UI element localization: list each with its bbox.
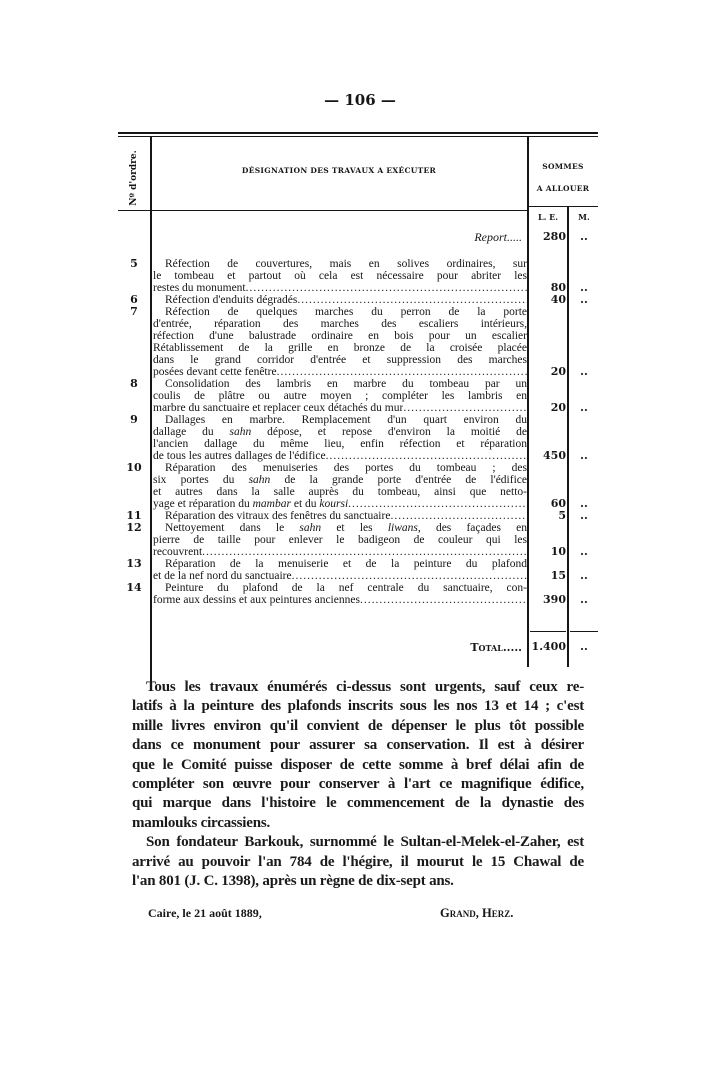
dot-leader xyxy=(326,450,527,462)
item-amount: 20 xyxy=(550,401,566,414)
item-m: .. xyxy=(580,401,588,414)
line-text: et autres dans la salle auprès du tombeau, ainsi que netto- xyxy=(153,486,527,498)
table-row xyxy=(118,294,598,306)
description-line xyxy=(153,378,527,390)
dot-leader xyxy=(202,546,527,558)
description-line xyxy=(153,474,527,486)
description-line xyxy=(153,582,527,594)
dot-leader xyxy=(360,594,527,606)
body-line: Tous les travaux énumérés ci-dessus sont urgents, sauf ceux re- xyxy=(146,679,584,695)
item-description xyxy=(153,306,527,378)
report-label: Report..... xyxy=(474,230,522,244)
line-text: forme aux dessins et aux peintures anciennes xyxy=(153,594,360,606)
table-row xyxy=(118,306,598,378)
description-line xyxy=(153,282,527,294)
italic-term: sahn xyxy=(299,522,322,534)
table-row xyxy=(118,582,598,606)
item-amount: 40 xyxy=(550,293,566,306)
table-row xyxy=(118,522,598,558)
italic-term: liwans xyxy=(387,522,418,534)
sums-header-line1: SOMMES xyxy=(542,162,584,171)
description-line xyxy=(153,294,527,306)
italic-term: mambar xyxy=(252,498,291,510)
body-line: latifs à la peinture des plafonds inscrits sous les nos 13 et 14 ; c'est xyxy=(132,698,584,715)
description-line xyxy=(153,426,527,438)
description-line xyxy=(153,402,527,414)
place-date: Caire, le 21 août 1889, xyxy=(148,906,262,920)
table-row xyxy=(118,510,598,522)
sums-column-header xyxy=(528,156,598,200)
item-description xyxy=(153,558,527,582)
body-line: arrivé au pouvoir l'an 784 de l'hégire, il mourut le 15 Chawal de xyxy=(132,853,584,870)
table-row xyxy=(118,258,598,294)
dot-leader xyxy=(292,570,527,582)
header-rule xyxy=(528,206,598,207)
body-line: mamlouks circassiens. xyxy=(132,814,271,831)
line-text: Réfection de couvertures, mais en solives ordinaires, sur xyxy=(165,258,527,270)
item-m: .. xyxy=(580,593,588,606)
item-m: .. xyxy=(580,293,588,306)
italic-term: sahn xyxy=(229,426,252,438)
total-m: .. xyxy=(580,640,588,653)
line-text: l'ancien dallage du même lieu, enfin réfection et réparation xyxy=(153,438,527,450)
line-text: pierre de taille pour enlever le badigeon de couleur qui les xyxy=(153,534,527,546)
line-text: le tombeau et partout où cela est nécessaire pour abriter les xyxy=(153,270,527,282)
total-amount: 1.400 xyxy=(531,640,566,653)
line-text: Nettoyement dans le sahn et les liwans, des façades en xyxy=(165,522,527,534)
body-line: compléter son œuvre pour conserver à l'art ce magnifique édifice, xyxy=(132,775,584,792)
dot-leader xyxy=(348,498,527,510)
item-m: .. xyxy=(580,509,588,522)
designation-column-header: DÉSIGNATION DES TRAVAUX A EXÉCUTER xyxy=(241,166,437,175)
table-row xyxy=(118,414,598,462)
item-amount: 15 xyxy=(550,569,566,582)
dot-leader xyxy=(403,402,527,414)
item-amount: 10 xyxy=(550,545,566,558)
item-number: 5 xyxy=(130,257,138,270)
report-amount: 280 xyxy=(543,230,566,243)
line-text: recouvrent xyxy=(153,546,203,558)
description-line xyxy=(153,570,527,582)
item-number: 11 xyxy=(126,509,142,522)
dot-leader xyxy=(277,366,527,378)
line-text: six portes du sahn de la grande porte d'entrée de l'édifice xyxy=(153,474,527,486)
description-line xyxy=(153,306,527,318)
description-line xyxy=(153,354,527,366)
description-line xyxy=(153,270,527,282)
table-row xyxy=(118,558,598,582)
body-text xyxy=(132,678,584,891)
item-description xyxy=(153,258,527,294)
line-text: Dallages en marbre. Remplacement d'un quart environ du xyxy=(165,414,527,426)
body-line: mille livres environ qu'il convient de dépenser le plus tôt possible xyxy=(132,717,584,734)
item-amount: 20 xyxy=(550,365,566,378)
line-text: d'entrée, réparation des marches des escaliers intérieurs, xyxy=(153,318,527,330)
item-m: .. xyxy=(580,569,588,582)
description-line xyxy=(153,534,527,546)
body-line: dans ce monument pour assurer sa conservation. Il est à désirer xyxy=(132,737,584,754)
total-rule xyxy=(530,631,566,632)
item-description xyxy=(153,582,527,606)
item-number: 7 xyxy=(130,305,138,318)
item-number: 6 xyxy=(130,293,138,306)
description-line xyxy=(153,318,527,330)
item-m: .. xyxy=(580,281,588,294)
description-line xyxy=(153,450,527,462)
order-column-header xyxy=(118,148,150,208)
italic-term: sahn xyxy=(248,474,271,486)
line-text: Réfection de quelques marches du perron de la porte xyxy=(165,306,527,318)
item-description xyxy=(153,414,527,462)
line-text: Rétablissement de la grille en bronze de la croisée placée xyxy=(153,342,527,354)
line-text: dans le grand corridor d'entrée et suppression des marches xyxy=(153,354,527,366)
line-text: de tous les autres dallages de l'édifice xyxy=(153,450,326,462)
item-amount: 60 xyxy=(550,497,566,510)
description-line xyxy=(153,546,527,558)
line-text: réfection d'une balustrade ordinaire en bois pour un escalier xyxy=(153,330,527,342)
line-text: dallage du sahn dépose, et repose d'environ la moitié de xyxy=(153,426,527,438)
line-text: Réparation de la menuiserie et de la peinture du plafond xyxy=(165,558,527,570)
item-m: .. xyxy=(580,545,588,558)
body-line: Son fondateur Barkouk, surnommé le Sultan-el-Melek-el-Zaher, est xyxy=(146,834,584,851)
dot-leader xyxy=(297,294,527,306)
item-description xyxy=(153,294,527,306)
line-text: yage et réparation du mambar et du koursi xyxy=(153,498,349,510)
sums-header-line2: A ALLOUER xyxy=(536,184,590,193)
line-text: Consolidation des lambris en marbre du tombeau par un xyxy=(165,378,527,390)
body-line: qui marque dans l'histoire le commencement de la dynastie des xyxy=(132,795,584,812)
description-line xyxy=(153,462,527,474)
signature: Grand, Herz. xyxy=(440,906,514,920)
italic-term: koursi xyxy=(319,498,349,510)
line-text: coulis de plâtre ou autre moyen ; compléter les lambris en xyxy=(153,390,527,402)
line-text: et de la nef nord du sanctuaire xyxy=(153,570,292,582)
description-line xyxy=(153,498,527,510)
description-line xyxy=(153,390,527,402)
item-amount: 450 xyxy=(543,449,566,462)
description-line xyxy=(153,438,527,450)
page-number: — 106 — xyxy=(324,91,396,109)
description-line xyxy=(153,594,527,606)
header-rule xyxy=(118,210,528,211)
report-m: .. xyxy=(580,230,588,243)
item-m: .. xyxy=(580,365,588,378)
line-text: posées devant cette fenêtre xyxy=(153,366,277,378)
description-line xyxy=(153,366,527,378)
order-header-text: Nº d'ordre. xyxy=(129,150,139,206)
item-m: .. xyxy=(580,497,588,510)
description-line xyxy=(153,510,527,522)
item-description xyxy=(153,510,527,522)
item-number: 8 xyxy=(130,377,138,390)
item-number: 13 xyxy=(126,557,142,570)
total-rule xyxy=(570,631,598,632)
item-description xyxy=(153,522,527,558)
body-line: l'an 801 (J. C. 1398), après un règne de dix-sept ans. xyxy=(132,872,454,889)
items-list xyxy=(118,258,598,606)
dot-leader xyxy=(390,510,527,522)
m-column-header: M. xyxy=(578,212,590,222)
description-line xyxy=(153,258,527,270)
item-amount: 80 xyxy=(550,281,566,294)
item-description xyxy=(153,378,527,414)
table-row xyxy=(118,378,598,414)
line-text: Réparation des menuiseries des portes du tombeau ; des xyxy=(165,462,527,474)
line-text: restes du monument xyxy=(153,282,246,294)
le-column-header: L. E. xyxy=(537,212,559,222)
table-row xyxy=(118,462,598,510)
total-label: Total..... xyxy=(470,641,522,654)
item-amount: 390 xyxy=(543,593,566,606)
description-line xyxy=(153,486,527,498)
description-line xyxy=(153,558,527,570)
table-top-rule-thin xyxy=(118,136,598,137)
description-line xyxy=(153,342,527,354)
line-text: Réparation des vitraux des fenêtres du sanctuaire xyxy=(165,510,391,522)
description-line xyxy=(153,522,527,534)
dot-leader xyxy=(246,282,527,294)
table-top-rule xyxy=(118,132,598,134)
item-amount: 5 xyxy=(558,509,566,522)
description-line xyxy=(153,330,527,342)
item-number: 9 xyxy=(130,413,138,426)
body-line: que le Comité puisse disposer de cette somme à bref délai afin de xyxy=(132,756,584,773)
description-line xyxy=(153,414,527,426)
line-text: marbre du sanctuaire et replacer ceux détachés du mur xyxy=(153,402,404,414)
item-m: .. xyxy=(580,449,588,462)
item-number: 14 xyxy=(126,581,142,594)
item-number: 12 xyxy=(126,521,142,534)
item-number: 10 xyxy=(126,461,142,474)
line-text: Peinture du plafond de la nef centrale du sanctuaire, con- xyxy=(165,582,527,594)
item-description xyxy=(153,462,527,510)
line-text: Réfection d'enduits dégradés xyxy=(165,294,298,306)
